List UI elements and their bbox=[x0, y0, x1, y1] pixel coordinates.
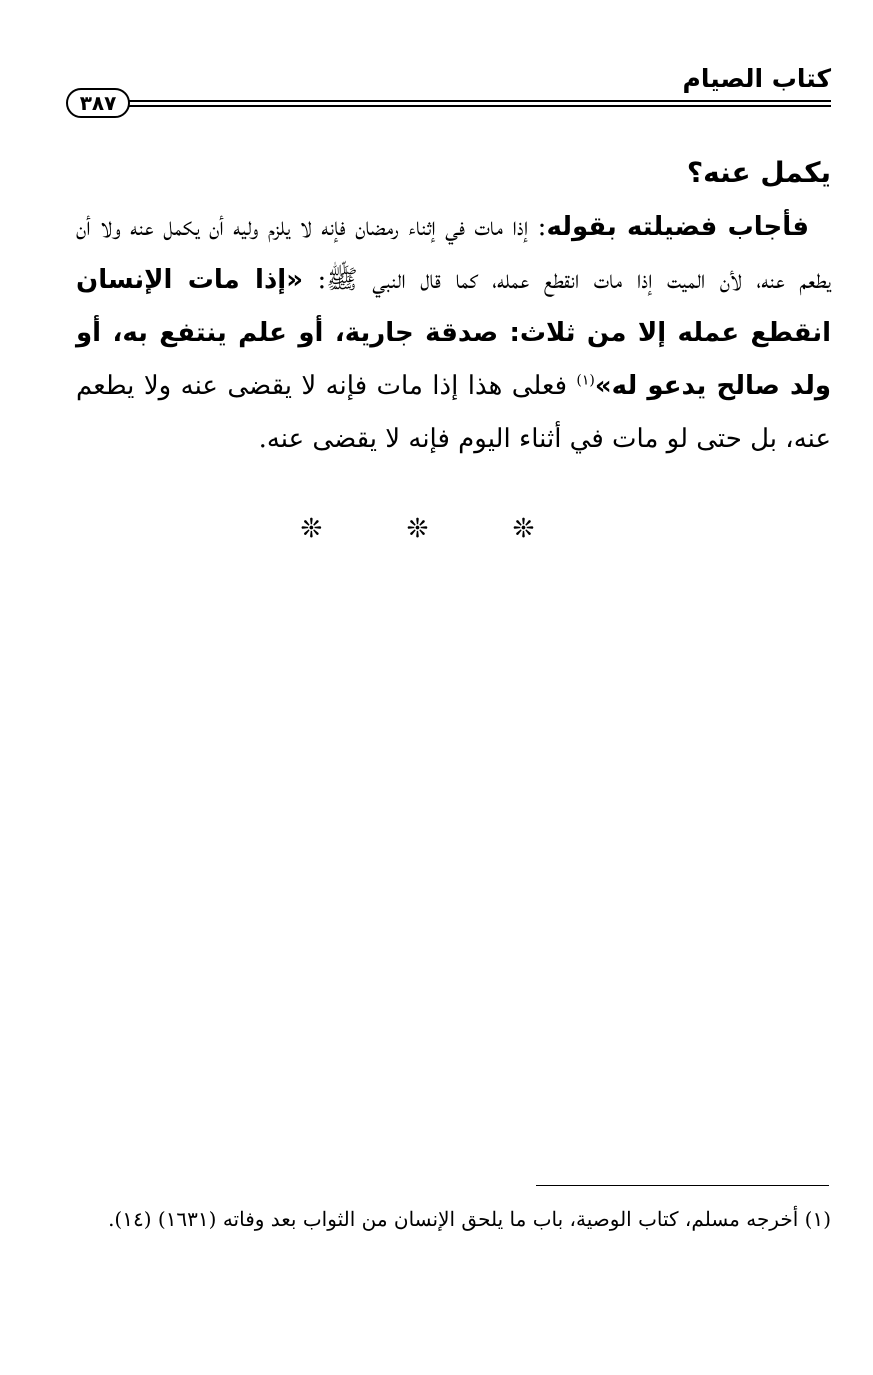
footnote-rule bbox=[536, 1185, 829, 1186]
question-tail: يكمل عنه؟ bbox=[686, 156, 831, 189]
page-number-badge: ٣٨٧ bbox=[66, 88, 130, 118]
answer-part1: : إذا مات في إثناء رمضان فإنه لا يلزم وليه أن يكمل عنه ولا أن يطعم عنه، لأن الميت إذا مات انقطع عمله، كما قال النبي ﷺ: bbox=[76, 212, 831, 295]
hadith-quote: «إذا مات الإنسان انقطع عمله إلا من ثلاث: صدقة جارية، أو علم ينتفع به، أو ولد صالح يدعو له» bbox=[76, 265, 832, 401]
header-double-rule bbox=[128, 100, 831, 107]
answer-part2: فعلى هذا إذا مات فإنه لا يقضى عنه ولا يطعم عنه، بل حتى لو مات في أثناء اليوم فإنه لا يقضى عنه. bbox=[76, 371, 831, 454]
section-separator-stars: ❊ ❊ ❊ bbox=[300, 514, 573, 544]
answer-lead: فأجاب فضيلته بقوله bbox=[546, 212, 809, 242]
footnote-reference: (١) bbox=[576, 372, 595, 389]
answer-paragraph bbox=[76, 201, 831, 466]
footnotes bbox=[74, 1200, 831, 1238]
question-line bbox=[76, 146, 831, 201]
footnote-1: (١) أخرجه مسلم، كتاب الوصية، باب ما يلحق الإنسان من الثواب بعد وفاته (١٦٣١) (١٤). bbox=[108, 1207, 831, 1231]
main-text bbox=[76, 146, 831, 466]
chapter-title: كتاب الصيام bbox=[682, 64, 831, 93]
